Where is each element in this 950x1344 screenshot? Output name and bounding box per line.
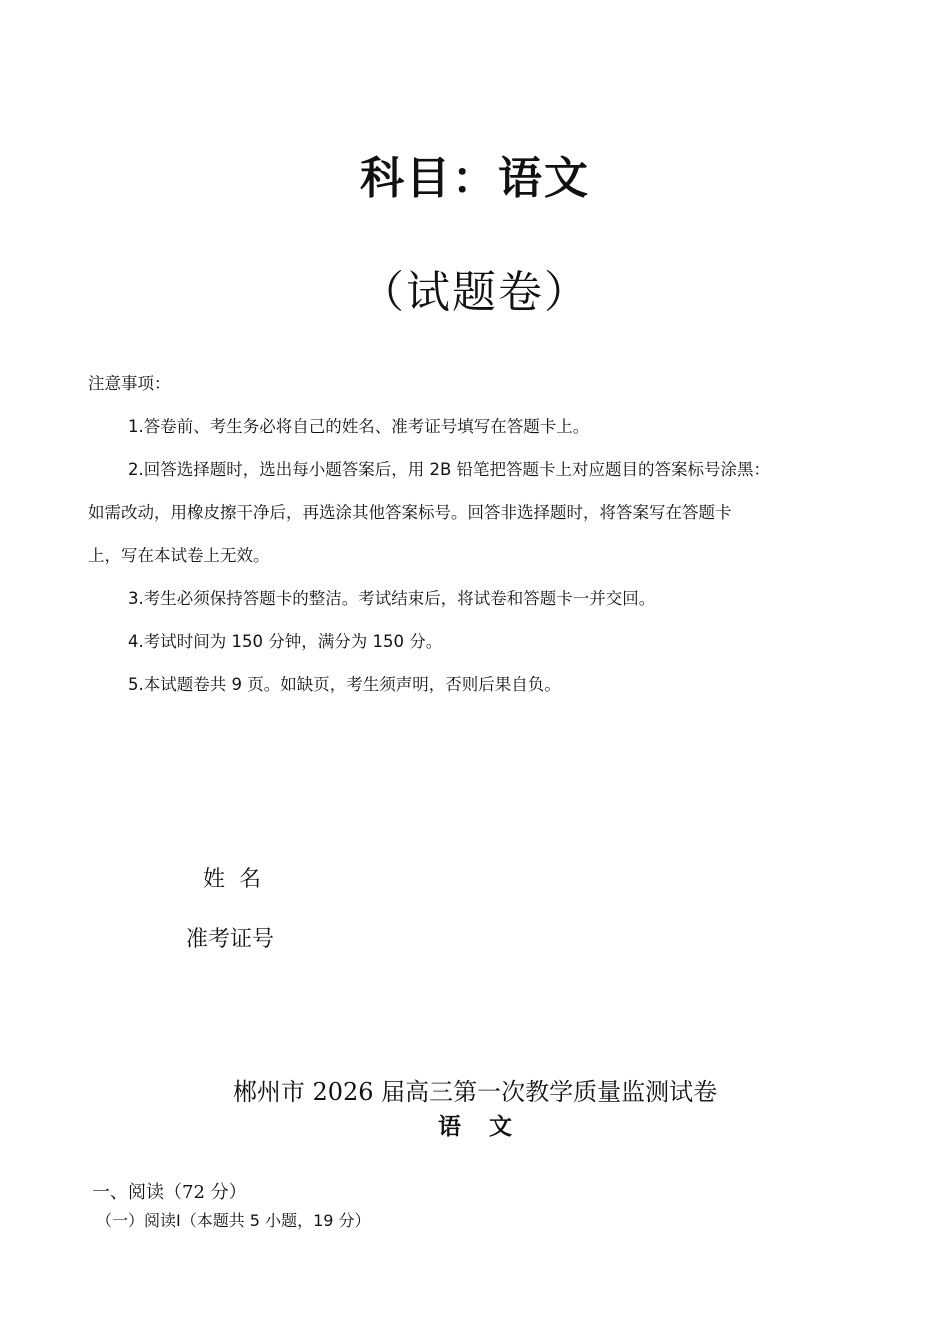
notice-item-4: 4.考试时间为 150 分钟，满分为 150 分。	[128, 632, 443, 651]
candidate-id-label: 准考证号	[186, 927, 275, 952]
notice-item-3: 3.考生必须保持答题卡的整洁。考试结束后，将试卷和答题卡一并交回。	[128, 589, 656, 608]
section-heading-reading: 一、阅读（72 分）	[92, 1182, 247, 1203]
notice-item-2: 2.回答选择题时，选出每小题答案后，用 2B 铅笔把答题卡上对应题目的答案标号涂黑：	[128, 460, 771, 479]
exam-subject: 语文	[438, 1113, 540, 1140]
notice-item-5: 5.本试题卷共 9 页。如缺页，考生须声明，否则后果自负。	[128, 675, 561, 694]
notice-heading: 注意事项：	[88, 374, 171, 393]
exam-title: 郴州市 2026 届高三第一次教学质量监测试卷	[232, 1078, 718, 1106]
name-label: 姓 名	[203, 867, 261, 892]
paper-type-label: （试题卷）	[360, 267, 590, 318]
subject-title: 科目：语文	[360, 153, 590, 204]
subsection-heading-reading-1: （一）阅读Ⅰ（本题共 5 小题，19 分）	[96, 1211, 371, 1230]
notice-item-2-end: 上，写在本试卷上无效。	[88, 546, 270, 565]
notice-item-2-continued: 如需改动，用橡皮擦干净后，再选涂其他答案标号。回答非选择题时，将答案写在答题卡	[88, 503, 732, 522]
notice-item-1: 1.答卷前、考生务必将自己的姓名、准考证号填写在答题卡上。	[128, 417, 590, 436]
